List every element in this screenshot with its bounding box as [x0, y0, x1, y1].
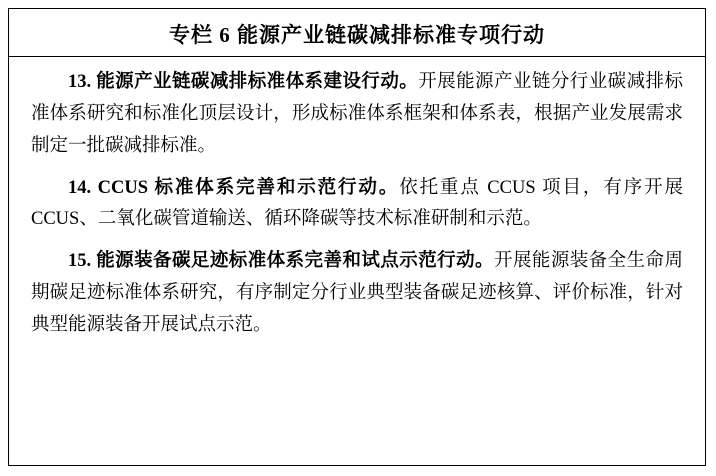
paragraph-item [31, 67, 683, 162]
paragraph-text: 依托重点 CCUS 项目，有序开展 CCUS、二氧化碳管道输送、循环降碳等技术标准研制和示范。 [31, 177, 683, 230]
paragraph-text: 开展能源装备全生命周期碳足迹标准体系研究，有序制定分行业典型装备碳足迹核算、评价标准，针对典型能源装备开展试点示范。 [31, 251, 683, 335]
paragraph-lead: 15. 能源装备碳足迹标准体系完善和试点示范行动。 [68, 251, 494, 272]
paragraph-lead: 13. 能源产业链碳减排标准体系建设行动。 [68, 72, 419, 93]
paragraph-lead: 14. CCUS 标准体系完善和示范行动。 [68, 177, 400, 198]
paragraph-text: 开展能源产业链分行业碳减排标准体系研究和标准化顶层设计，形成标准体系框架和体系表，根据产业发展需求制定一批碳减排标准。 [31, 72, 683, 156]
panel-title: 专栏 6 能源产业链碳减排标准专项行动 [169, 23, 545, 47]
panel-body [9, 57, 705, 342]
callout-box [8, 8, 706, 466]
paragraph-item [31, 246, 683, 341]
paragraph-item [31, 173, 683, 237]
